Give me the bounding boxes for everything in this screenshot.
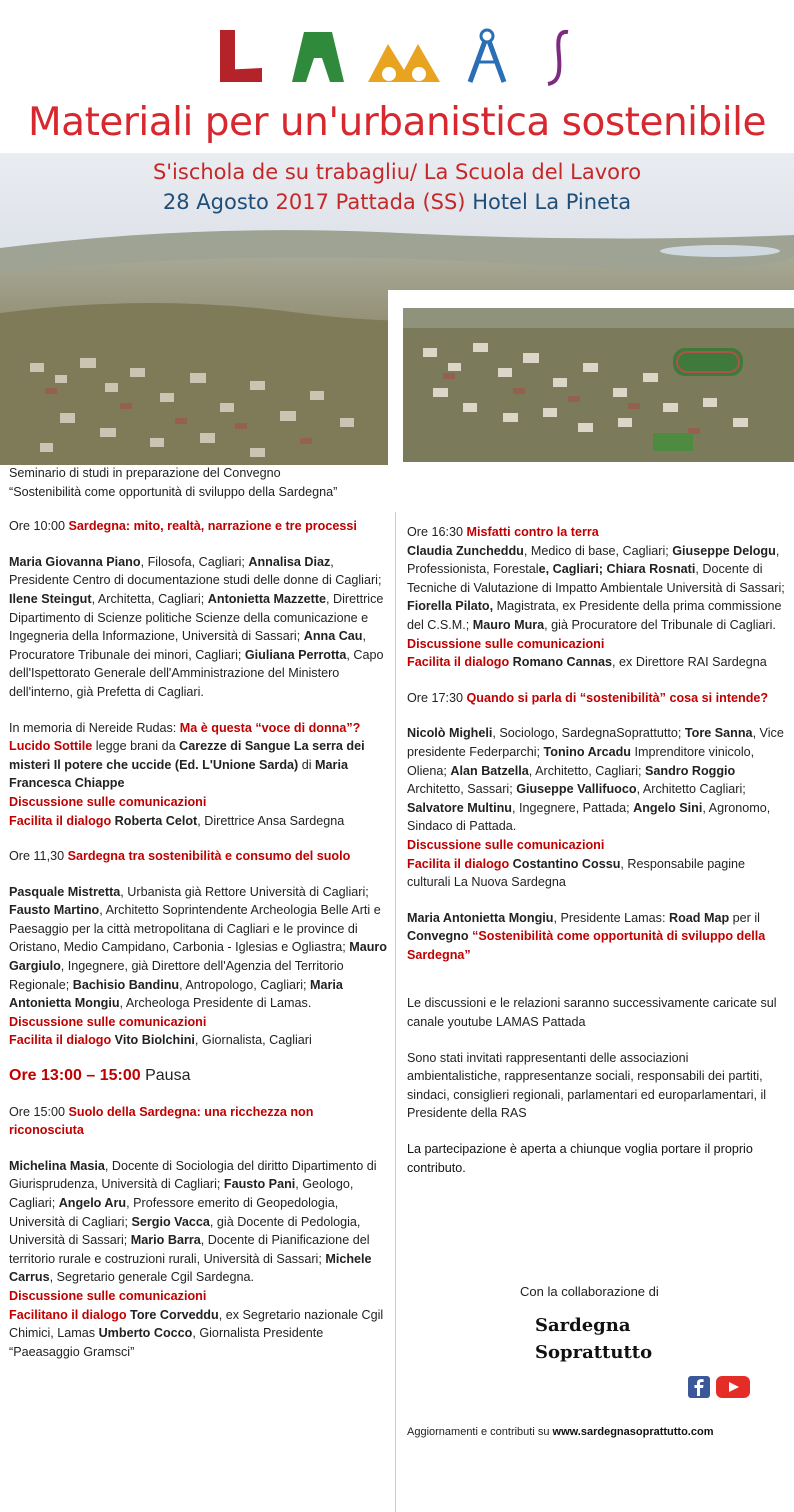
session-3-time: Ore 15:00	[9, 1104, 66, 1119]
speaker-name: Tore Sanna	[684, 726, 753, 741]
facebook-icon[interactable]	[688, 1376, 710, 1398]
event-date: 28 Agosto	[162, 190, 269, 214]
lamas-logo	[0, 22, 794, 92]
speaker-role: , Architetto Soprintendente Archeologia Belle Arti e Paesaggio per la città metropolitana di Cagliari e le province di Oristano, Medio Campidano, Carbonia - Iglesias e Ogliastra;	[9, 903, 381, 955]
session-2-heading	[9, 847, 389, 866]
book-title: Carezze di Sangue La serra dei misteri Il potere che uccide (Ed. L'Unione Sarda)	[9, 739, 365, 772]
speaker-name: Maria Giovanna Piano	[9, 554, 141, 569]
footer	[407, 1426, 713, 1438]
logo-letter-a	[292, 32, 344, 82]
speaker-role: , Vice presidente Federparchi;	[407, 726, 784, 759]
speaker-name: Vito Biolchini	[111, 1033, 195, 1048]
session-4-time: Ore 16:30	[407, 525, 464, 539]
speaker-name: Umberto Cocco	[98, 1326, 193, 1341]
intro-line-2: “Sostenibilità come opportunità di sviluppo della Sardegna”	[9, 484, 338, 499]
road-map-text: per il	[729, 910, 760, 925]
speaker-role: , Presidente Lamas:	[553, 910, 669, 925]
session-2-time: Ore 11,30	[9, 849, 65, 864]
speaker-role: , Architetto, Cagliari;	[528, 763, 645, 778]
discussion-label: Discussione sulle comunicazioni	[407, 636, 605, 651]
facilitator-label: Facilita il dialogo	[407, 856, 510, 871]
speaker-role: , Antropologo, Cagliari;	[179, 977, 310, 992]
speaker-role: , Architetto Cagliari;	[636, 782, 746, 797]
session-2-speakers	[9, 883, 389, 1050]
session-4-speakers	[407, 542, 785, 672]
speaker-role: , Segretario generale Cgil Sardegna.	[49, 1270, 255, 1285]
speaker-name: Salvatore Multinu	[407, 800, 512, 815]
speaker-role: , Medico di base, Cagliari;	[523, 543, 673, 558]
speaker-name: Mauro Gargiulo	[9, 940, 387, 974]
speaker-name: Bachisio Bandinu	[72, 977, 180, 992]
convention-label: Convegno	[407, 929, 469, 944]
sponsor-line-1: Sardegna	[535, 1315, 631, 1336]
event-line	[0, 190, 794, 214]
discussion-label: Discussione sulle comunicazioni	[407, 837, 605, 852]
speaker-name: Roberta Celot	[111, 813, 198, 828]
speaker-role: , Direttrice Ansa Sardegna	[197, 813, 345, 828]
speaker-name: Ilene Steingut	[9, 591, 92, 606]
memorial-block	[9, 719, 389, 831]
memorial-title: Ma è questa “voce di donna”?	[179, 720, 361, 735]
session-4-heading	[407, 523, 785, 542]
speaker-role: , Sociologo, SardegnaSoprattutto;	[492, 726, 685, 741]
speaker-role: , Docente di Pianificazione del territorio rurale e costruzioni rurali, Università di Sassari;	[9, 1233, 370, 1266]
speaker-name: Romano Cannas	[509, 655, 613, 670]
road-map-block	[407, 909, 785, 965]
left-column	[9, 464, 389, 1378]
speaker-name: Angelo Sini	[633, 800, 703, 815]
speaker-name: Fausto Pani	[223, 1177, 296, 1192]
session-5-speakers	[407, 724, 785, 891]
session-4-title: Misfatti contro la terra	[466, 525, 599, 539]
road-map-label: Road Map	[668, 910, 730, 925]
session-1-speakers	[9, 553, 389, 702]
facilitator-label: Facilita il dialogo	[9, 813, 112, 828]
memorial-text: di	[298, 757, 316, 772]
author-name: Maria Francesca Chiappe	[9, 757, 348, 791]
speaker-role: , Procuratore Tribunale dei minori, Cagliari;	[9, 629, 366, 662]
memorial-text: legge brani da	[92, 739, 180, 754]
speaker-name: e, Cagliari; Chiara Rosnati	[538, 562, 696, 577]
session-3-title: Suolo della Sardegna: una ricchezza non riconosciuta	[9, 1104, 314, 1138]
speaker-role: , Ingegnere, già Direttore dell'Agenzia del Territorio Regionale;	[9, 959, 344, 992]
speaker-role: , Docente di Sociologia del diritto Dipartimento di Giurisprudenza, Università di Cagliari;	[9, 1158, 377, 1192]
speaker-name: Alan Batzella	[450, 763, 529, 778]
speaker-role: , Direttrice Dipartimento di Scienze politiche Scienze della comunicazione e Ingegneria della Informazione, Università di Sassari;	[9, 591, 384, 644]
subtitle: S'ischola de su trabagliu/ La Scuola del Lavoro	[152, 160, 642, 184]
session-5-heading	[407, 689, 785, 708]
speaker-name: Michele Carrus	[9, 1251, 372, 1285]
speaker-role: , Responsabile pagine culturali La Nuova Sardegna	[407, 856, 746, 890]
session-5-time: Ore 17:30	[407, 690, 464, 705]
speaker-role: , Architetta, Cagliari;	[91, 591, 208, 606]
facilitator-label: Facilitano il dialogo	[9, 1307, 127, 1322]
footer-text: Aggiornamenti e contributi su	[407, 1426, 553, 1438]
session-1-title: Sardegna: mito, realtà, narrazione e tre processi	[68, 519, 357, 534]
session-2-title: Sardegna tra sostenibilità e consumo del suolo	[67, 849, 351, 864]
speaker-role: , Ingegnere, Pattada;	[511, 800, 634, 815]
speaker-role: , Giornalista Presidente “Paeasaggio Gramsci”	[9, 1326, 324, 1359]
speaker-name: Mauro Mura	[472, 617, 545, 632]
speaker-name: Lucido Sottile	[9, 739, 93, 754]
speaker-role: , Geologo, Cagliari;	[9, 1177, 354, 1210]
speaker-role: , già Docente di Pedologia, Università di Sassari;	[9, 1214, 361, 1248]
logo-letter-m	[368, 44, 440, 82]
speaker-name: Anna Cau	[303, 629, 363, 644]
page-title: Materiali per un'urbanistica sostenibile	[28, 100, 766, 145]
lunch-break	[9, 1067, 389, 1086]
speaker-role: Magistrata, ex Presidente della prima commissione del C.S.M.;	[407, 599, 782, 632]
speaker-role: , Urbanista già Rettore Università di Cagliari;	[120, 884, 369, 899]
speaker-name: Annalisa Diaz	[248, 554, 331, 569]
event-year-place: 2017 Pattada (SS)	[275, 190, 466, 214]
session-5-title: Quando si parla di “sostenibilità” cosa si intende?	[466, 690, 769, 705]
speaker-name: Giuseppe Delogu	[672, 543, 776, 558]
sponsor-name	[535, 1312, 652, 1366]
intro	[9, 464, 389, 501]
speaker-name: Sandro Roggio	[645, 763, 736, 778]
speaker-name: Fiorella Pilato,	[407, 599, 494, 614]
speaker-name: Claudia Zuncheddu	[407, 543, 524, 558]
speaker-name: Pasquale Mistretta	[9, 884, 121, 899]
discussion-label: Discussione sulle comunicazioni	[9, 794, 207, 809]
social-links	[688, 1376, 750, 1398]
youtube-icon[interactable]	[716, 1376, 750, 1398]
speaker-name: Giuseppe Vallifuoco	[516, 782, 637, 797]
speaker-name: Maria Antonietta Mongiu	[9, 977, 343, 1011]
convention-title: “Sostenibilità come opportunità di sviluppo della Sardegna”	[407, 929, 766, 962]
inset-photo-frame	[388, 290, 794, 465]
logo-letter-s	[548, 32, 568, 84]
speaker-role: , ex Segretario nazionale Cgil Chimici, Lamas	[9, 1307, 384, 1341]
session-3-speakers	[9, 1157, 389, 1362]
speaker-name: Angelo Aru	[58, 1196, 127, 1210]
session-1-heading	[9, 517, 389, 536]
speaker-role: Imprenditore vinicolo, Oliena;	[407, 744, 755, 778]
speaker-role: , già Procuratore del Tribunale di Cagliari.	[544, 617, 776, 632]
collaboration-label: Con la collaborazione di	[520, 1284, 659, 1299]
speaker-role: , Filosofa, Cagliari;	[140, 554, 249, 569]
session-3-heading	[9, 1103, 389, 1140]
speaker-role: , ex Direttore RAI Sardegna	[612, 655, 767, 670]
discussion-label: Discussione sulle comunicazioni	[9, 1014, 207, 1029]
speaker-role: , Giornalista, Cagliari	[194, 1033, 312, 1048]
sponsor-line-2: Soprattutto	[535, 1342, 653, 1363]
speaker-role: , Agronomo, Sindaco di Pattada.	[407, 800, 771, 834]
facilitator-label: Facilita il dialogo	[9, 1033, 112, 1048]
speaker-role: , Capo dell'Ispettorato Generale dell'Amministrazione del Ministero dell'interno, già Prefetta di Cagliari.	[9, 647, 384, 699]
lunch-label: Pausa	[140, 1067, 191, 1085]
speaker-role: , Docente di Tecniche di Valutazione di Impatto Ambientale Università di Sassari;	[407, 562, 785, 595]
speaker-name: Fausto Martino	[9, 903, 100, 918]
town-aerial-photo	[403, 308, 794, 462]
logo-letter-a2	[470, 30, 504, 82]
youtube-channel: LAMAS Pattada	[495, 1015, 586, 1030]
speaker-role: , Professionista, Forestal	[407, 543, 780, 577]
speaker-role: Architetto, Sassari;	[407, 782, 517, 797]
speaker-name: Maria Antonietta Mongiu	[407, 910, 554, 925]
right-column	[407, 523, 785, 1194]
speaker-name: Nicolò Migheli	[407, 726, 493, 741]
invited-note: Sono stati invitati rappresentanti delle associazioni ambientalistiche, rappresentanze sociali, responsabili dei partiti, sindaci, consiglieri regionali, parlamentari ed europarlamentari, il Presidente della RAS	[407, 1050, 767, 1121]
participation-note: La partecipazione è aperta a chiunque voglia portare il proprio contributo.	[407, 1142, 753, 1175]
youtube-note-text: Le discussioni e le relazioni saranno successivamente caricate sul canale youtube	[407, 996, 777, 1030]
footer-website-link[interactable]: www.sardegnasoprattutto.com	[552, 1426, 714, 1438]
session-1-time: Ore 10:00	[9, 519, 66, 534]
speaker-name: Mario Barra	[130, 1233, 201, 1248]
speaker-name: Tore Corveddu	[126, 1307, 219, 1322]
memorial-intro: In memoria di Nereide Rudas:	[9, 720, 180, 735]
event-venue: Hotel La Pineta	[472, 190, 632, 214]
speaker-name: Tonino Arcadu	[543, 744, 631, 759]
speaker-name: Costantino Cossu	[509, 856, 621, 871]
intro-line-1: Seminario di studi in preparazione del Convegno	[9, 466, 281, 480]
speaker-role: , Professore emerito di Geopedologia, Università di Cagliari;	[9, 1196, 339, 1229]
youtube-note	[407, 994, 785, 1031]
discussion-label: Discussione sulle comunicazioni	[9, 1288, 207, 1303]
speaker-name: Sergio Vacca	[131, 1214, 210, 1229]
logo-letter-l	[220, 30, 262, 82]
speaker-name: Giuliana Perrotta	[244, 647, 347, 662]
speaker-name: Antonietta Mazzette	[207, 591, 327, 606]
lunch-time: Ore 13:00 – 15:00	[9, 1067, 141, 1085]
speaker-name: Michelina Masia	[9, 1158, 105, 1173]
column-divider	[395, 512, 396, 1512]
speaker-role: , Presidente Centro di documentazione studi delle donne di Cagliari;	[9, 554, 382, 588]
speaker-role: , Archeologa Presidente di Lamas.	[119, 996, 312, 1011]
facilitator-label: Facilita il dialogo	[407, 655, 510, 670]
